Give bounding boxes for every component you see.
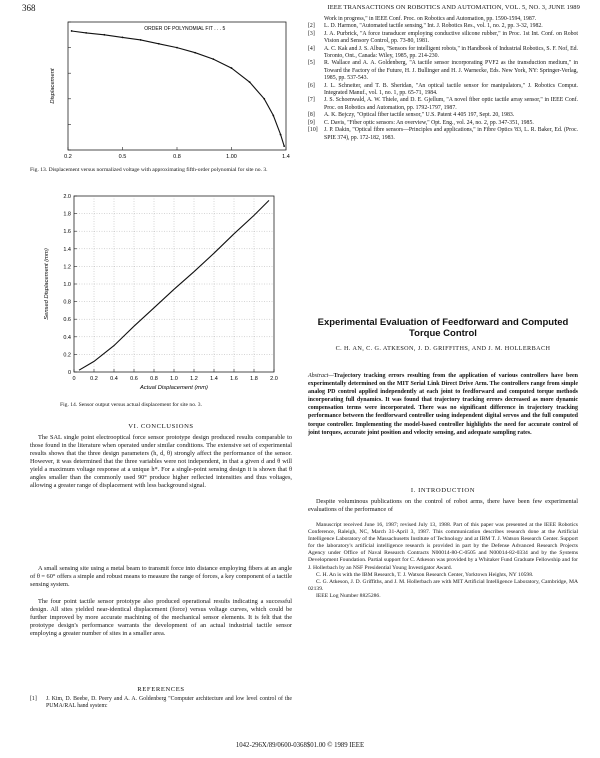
footnote-manuscript: Manuscript received June 16, 1987; revised July 13, 1988. Part of this paper was presented at the IEEE Robotics Conference, Raleigh, NC, March 31-April 3, 1987. This communication describes research done at the Artificial Intelligence Laboratory of the Massachusetts Institute of Technology and at IBM T. J. Watson Research Center. Support for the laboratory's artificial intelligence research is provided in part by the Defense Advanced Research Projects Agency under Office of Naval Research Contracts N00014-80-C-0505 and N00014-82-0334 and by the Systems Development Foundation. Partial support for C. Atkeson was provided by a Whitaker Fund Graduate Fellowship and for J. Hollerbach by an NSF Presidential Young Investigator Award. (308, 522, 578, 571)
running-header (22, 3, 580, 13)
y-tick-label: 0.6 (63, 317, 71, 324)
data-point (140, 39, 142, 41)
footnote-an: C. H. An is with the IBM Research, T. J. Watson Research Center, Yorktown Heights, NY 10598. (316, 571, 534, 578)
data-point (263, 98, 265, 100)
footnote-log-number: IEEE Log Number 8825286. (316, 592, 381, 599)
reference-item: [8] A. K. Bejczy, "Optical fiber tactile sensor," U.S. Patent 4 405 197, Sept. 20, 1983. (308, 112, 515, 119)
data-point (103, 34, 105, 36)
x-tick-label: 1.0 (170, 376, 178, 382)
conclusions-paragraph-2: A small sensing site using a metal beam to transmit force into distance employing fibers at an angle of θ = 60° offers a simple and robust means to measure the range of forces, a key component of a tactile sensing system. (30, 565, 292, 589)
footnote-atkeson: C. G. Atkeson, J. D. Griffiths, and J. M. Hollerbach are with MIT Artificial Intelligence Laboratory, Cambridge, MA 02139. (308, 578, 578, 592)
data-point (283, 145, 285, 147)
x-tick-label: 0 (72, 376, 76, 382)
references-right-list (308, 16, 578, 142)
reference-item: [5] R. Wallace and A. A. Goldenberg, "A tactile sensor incorporating PVF2 as the transduction medium," in Toward the Factory of the Future, H. J. Bullinger and H. J. Warnecke, Eds. New York, NY: Springer-Verlag, 1985, pp. 537-543. (308, 60, 578, 82)
data-point (85, 32, 87, 34)
y-tick-label: 0.4 (63, 334, 71, 341)
y-tick-label: 1.6 (63, 229, 71, 236)
data-point (122, 36, 124, 38)
y-tick-label: 0.2 (63, 352, 71, 359)
reference-item: [2] L. D. Harmon, "Automated tactile sensing," Int. J. Robotics Res., vol. 1, no. 2, pp. 3-32, 1982. (308, 23, 543, 30)
reference-item: [7] J. S. Schoenwald, A. W. Thiele, and D. E. Gjellum, "A novel fiber optic tactile array sensor," in IEEE Conf. Proc. on Robotics and Automation, pp. 1792-1797, 1987. (308, 97, 578, 111)
references-heading: REFERENCES (137, 686, 185, 693)
y-axis-label: Displacement (50, 68, 56, 104)
y-axis-label: Sensed Displacement (mm) (44, 248, 50, 320)
y-tick-label: 1.8 (63, 211, 71, 218)
abstract-text: Trajectory tracking errors resulting from the application of various controllers have been experimentally determined on the MIT Serial Link Direct Drive Arm. The controllers range from simple analog PD control applied independently at each joint to feedforward and computed torque methods incorporating full dynamics. It was found that trajectory tracking errors decreased as more dynamic compensation terms were incorporated. There was no significant difference in trajectory tracking performance between the feedforward controller using independent digital servos and the full computed torque controller. Implementing the model-based controller highlights the need for accurate control of joint torques, accurate joint position and velocity sensing, and adequate sampling rates. (308, 373, 578, 436)
data-point (280, 134, 282, 136)
x-tick-label: 0.8 (173, 154, 181, 160)
x-tick-label: 0.6 (130, 376, 138, 382)
data-point (71, 30, 73, 32)
x-tick-label: 1.8 (250, 376, 258, 382)
introduction-heading: I. INTRODUCTION (410, 487, 476, 494)
reference-item: [10] J. P. Dakin, "Optical fibre sensors—Principles and applications," in Fibre Optics '83, L. R. Baker, Ed. (Proc. SPIE 374), pp. 172-182, 1983. (308, 127, 578, 141)
copyright-footer: 1042-296X/89/0600-0368$01.00 © 1989 IEEE (235, 742, 365, 749)
data-point (158, 43, 160, 45)
x-tick-label: 1.00 (226, 154, 237, 160)
x-tick-label: 0.5 (118, 154, 127, 160)
x-tick-label: 0.2 (64, 154, 72, 160)
x-tick-label: 1.6 (230, 376, 238, 382)
reference-item: [1] J. Kim, D. Beebe, D. Peery and A. A. Goldenberg "Computer architecture and low level control of the PUMA/RAL hand system: (30, 696, 292, 710)
footnotes (308, 522, 578, 600)
y-tick-label: 1.0 (63, 282, 71, 288)
data-point (249, 81, 251, 83)
introduction-text: Despite voluminous publications on the control of robot arms, there have been few experimental evaluations of the performance of (308, 498, 578, 514)
figure-13-caption: Fig. 13. Displacement versus normalized voltage with approximating fifth-order polynomial for site no. 3. (30, 167, 268, 173)
references-left-list (30, 696, 292, 711)
x-tick-label: 1.4 (210, 376, 218, 382)
data-point (272, 115, 274, 117)
abstract-label: Abstract— (308, 373, 334, 379)
data-point (231, 67, 233, 69)
figure-14-caption: Fig. 14. Sensor output versus actual displacement for site no. 3. (60, 402, 202, 408)
abstract (308, 372, 578, 437)
y-tick-label: 0.8 (63, 299, 71, 306)
data-point (212, 58, 214, 60)
reference-item: Work in progress," in IEEE Conf. Proc. on Robotics and Automation, pp. 1590-1594, 1987. (324, 16, 537, 22)
left-column (30, 16, 292, 718)
conclusions-paragraph-3: The four point tactile sensor prototype also produced operational results indicating a successful design. All sites yielded near-identical displacement (force) versus voltage curves, which could be further improved by more accurate machining of the mechanical sensor elements. It is felt that the prototype design's performance warrants the development of an actual industrial tactile sensor employing a greater number of sites in a smaller area. (30, 598, 292, 638)
data-point (176, 47, 178, 49)
figure-14-chart (30, 188, 292, 400)
paper-authors: C. H. AN, C. G. ATKESON, J. D. GRIFFITHS, AND J. M. HOLLERBACH (335, 345, 551, 352)
y-tick-label: 0 (67, 370, 71, 376)
right-column (308, 16, 578, 718)
plot-annotation: ORDER OF POLYNOMIAL FIT . . . 5 (144, 26, 226, 32)
paper-title: Experimental Evaluation of Feedforward and Computed Torque Control (317, 317, 569, 339)
data-point (194, 52, 196, 54)
x-tick-label: 0.4 (110, 376, 118, 382)
x-tick-label: 1.4 (282, 154, 290, 160)
reference-item: [4] A. C. Kak and J. S. Albus, "Sensors for intelligent robots," in Handbook of Industrial Robotics, S. F. Nof, Ed. Toronto, Ont., Canada: Wiley, 1985, pp. 214-230. (308, 45, 578, 60)
x-axis-label: Actual Displacement (mm) (140, 385, 208, 391)
x-tick-label: 0.2 (90, 376, 98, 382)
x-tick-label: 1.2 (190, 376, 198, 382)
figure-13-chart (30, 16, 292, 166)
conclusions-paragraph-1: The SAL single point electrooptical force sensor prototype design produced results comparable to those found in the literature when operated under similar conditions. The extensive set of experimental results shows that the three design parameters (h, d, θ) strongly affect the performance of the sensor. However, it was determined that the three variables were not independent, in that a given d and θ will yield a maximum voltage response at a unique h*. For a single-point sensing design it is shown that θ angles smaller than the commonly used 90° produce higher reflected intensities and thus voltages, allowing a greater range of displacement with less background signal. (30, 434, 292, 490)
figure-13 (30, 16, 292, 166)
series-line (72, 31, 285, 146)
x-tick-label: 2.0 (270, 376, 278, 382)
reference-item: [9] C. Davis, "Fiber optic sensors: An overview," Opt. Eng., vol. 24, no. 2, pp. 347-351, 1985. (308, 119, 534, 126)
page-number: 368 (22, 3, 36, 13)
reference-item: [3] J. A. Purbrick, "A force transducer employing conductive silicone rubber," in Proc. 1st Int. Conf. on Robot Vision and Sensory Control, pp. 73-80, 1981. (308, 30, 578, 45)
y-tick-label: 1.4 (63, 246, 71, 253)
x-tick-label: 0.8 (150, 376, 158, 382)
reference-item: [6] J. L. Schneiter, and T. B. Sheridan, "An optical tactile sensor for manipulators," J. Robotics Comput. Integrated Manuf., vol. 1, no. 1, pp. 65-71, 1984. (308, 82, 578, 97)
figure-14 (30, 188, 292, 400)
conclusions-heading: VI. CONCLUSIONS (128, 423, 194, 430)
series-line (79, 200, 269, 370)
journal-title: IEEE TRANSACTIONS ON ROBOTICS AND AUTOMATION, VOL. 5, NO. 3, JUNE 1989 (327, 4, 580, 11)
y-tick-label: 2.0 (63, 194, 71, 200)
y-tick-label: 1.2 (63, 264, 71, 271)
